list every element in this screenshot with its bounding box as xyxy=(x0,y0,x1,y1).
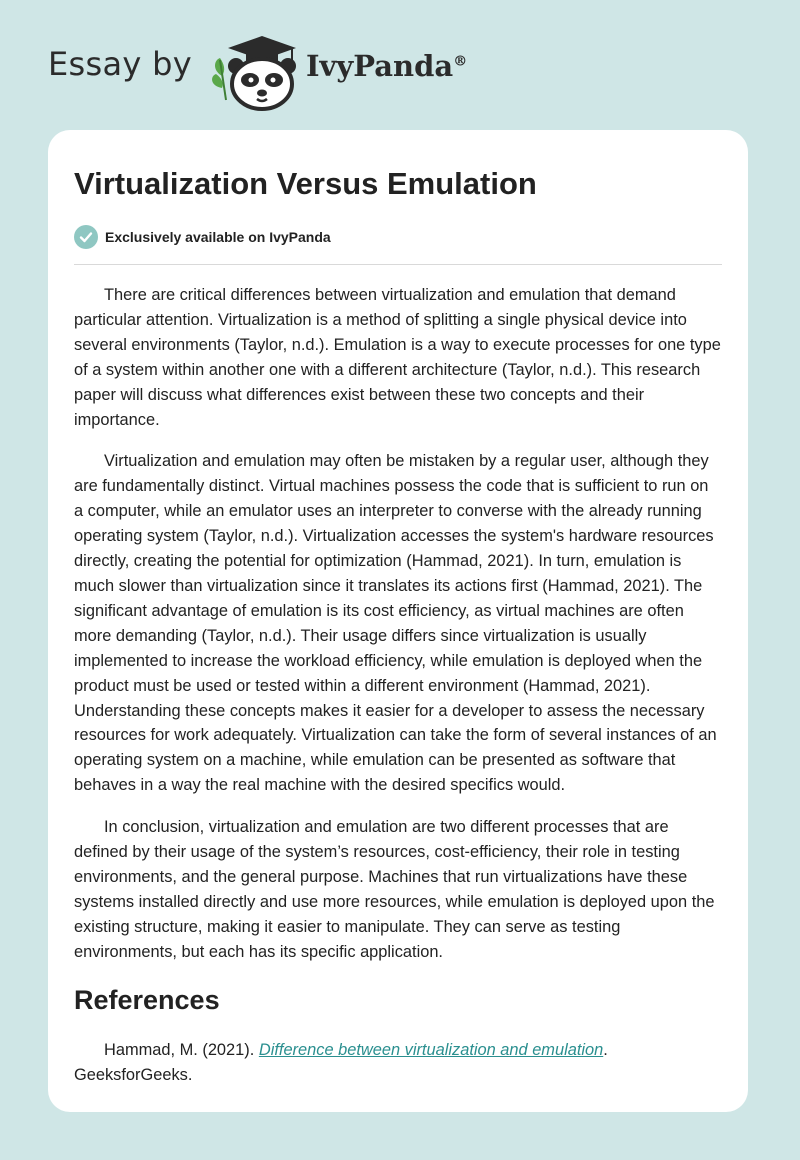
exclusive-badge xyxy=(74,224,722,250)
registered-mark: ® xyxy=(453,53,468,70)
reference-prefix: Hammad, M. (2021). xyxy=(104,1040,259,1059)
references-heading: References xyxy=(74,984,220,1015)
site-header xyxy=(48,28,748,114)
ivypanda-logo[interactable] xyxy=(208,30,467,112)
brand-name: IvyPanda® xyxy=(305,49,468,83)
body-paragraph: Virtualization and emulation may often be mistaken by a regular user, although they are fundamentally distinct. Virtual machines possess the code that is sufficient to run on a computer, while an emulator uses an interpreter to converse with the already running operating system (Taylor, n.d.). Virtualization accesses the system's hardware resources directly, creating the potential for optimization (Hammad, 2021). In turn, emulation is much slower than virtualization since it translates its actions first (Hammad, 2021). The significant advantage of emulation is its cost efficiency, as virtual machines are often more demanding (Taylor, n.d.). Their usage differs since virtualization is usually implemented to increase the workload efficiency, while emulation is deployed when the product must be used or tested within a different environment (Hammad, 2021). Understanding these concepts makes it easier for a developer to assess the necessary resources for work adequately. Virtualization can take the form of several instances of an operating system on a machine, while emulation can be presented as software that behaves in a way the real machine with the desired specifics would. xyxy=(74,452,717,795)
body-paragraph: There are critical differences between virtualization and emulation that demand particular attention. Virtualization is a method of splitting a single physical device into several environments (Taylor, n.d.). Emulation is a way to execute processes for one type of a system within another one with a different architecture (Taylor, n.d.). This research paper will discuss what differences exist between these two concepts and their importance. xyxy=(74,286,721,429)
exclusive-badge-label: Exclusively available on IvyPanda xyxy=(105,229,331,245)
reference-link[interactable]: Difference between virtualization and emulation xyxy=(258,1040,604,1059)
essay-card xyxy=(48,130,748,1112)
essay-by-label: Essay by xyxy=(48,45,192,83)
body-paragraph: In conclusion, virtualization and emulation are two different processes that are defined by their usage of the system’s resources, cost-efficiency, their role in testing environments, and the general purpose. Machines that run virtualizations have these systems installed directly and use more resources, while emulation is deployed upon the existing structure, making it easier to manipulate. They can serve as testing environments, but each has its specific application. xyxy=(74,818,715,961)
reference-suffix: . GeeksforGeeks. xyxy=(74,1040,608,1084)
panda-graduation-cap-icon xyxy=(208,30,300,112)
divider xyxy=(74,264,722,265)
page-title: Virtualization Versus Emulation xyxy=(74,166,537,201)
checkmark-circle-icon xyxy=(74,225,98,249)
reference-entry xyxy=(74,1038,722,1088)
